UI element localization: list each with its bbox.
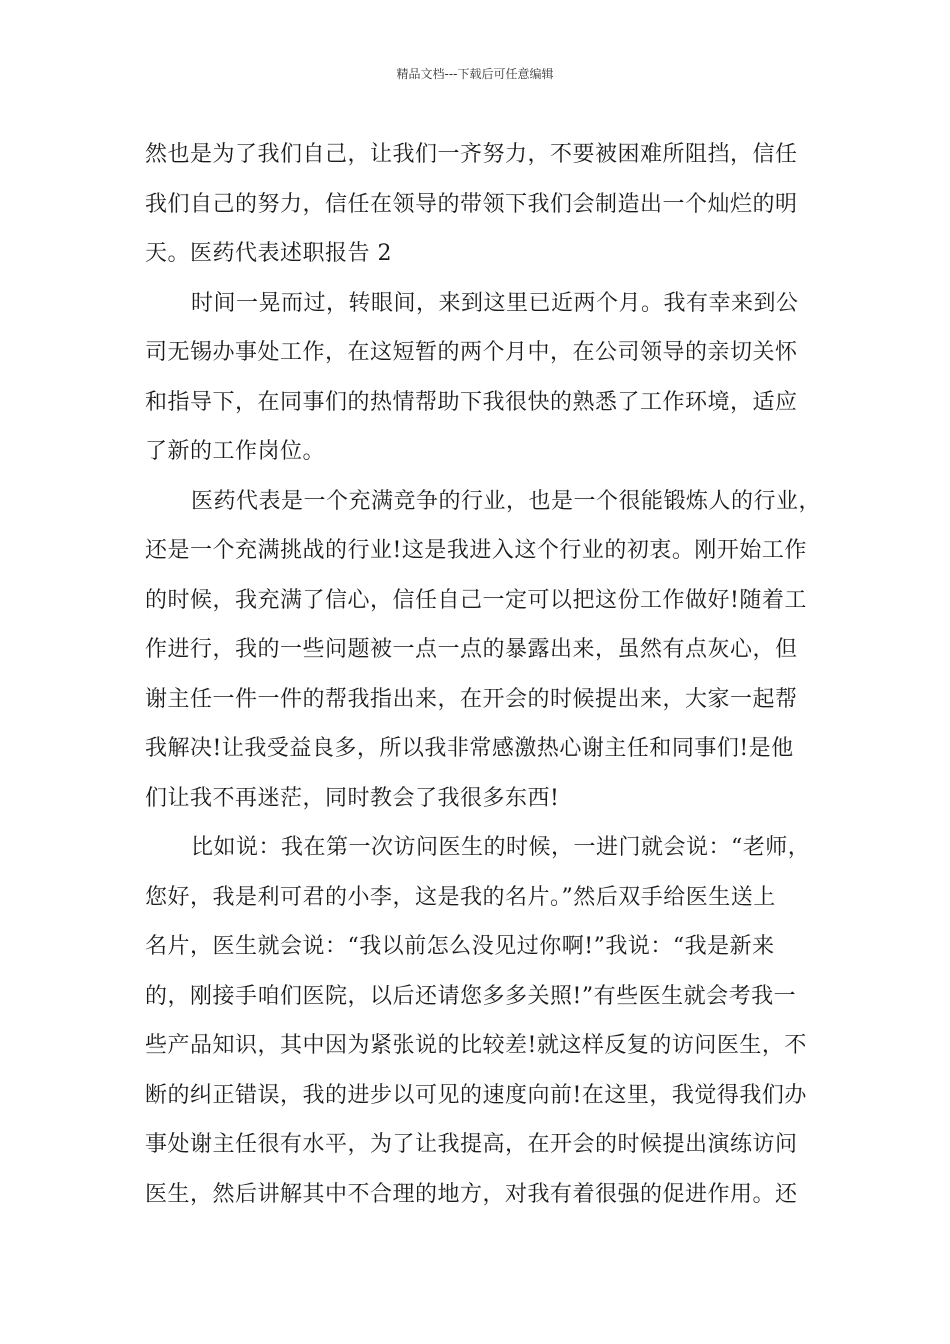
text-line: 医生，然后讲解其中不合理的地方，对我有着很强的促进作用。还 [145, 1181, 798, 1207]
text-line: 我解决!让我受益良多，所以我非常感激热心谢主任和同事们!是他 [145, 736, 794, 761]
text-line: 的，刚接手咱们医院，以后还请您多多关照!”有些医生就会考我一 [145, 983, 797, 1009]
text-line: 司无锡办事处工作，在这短暂的两个月中，在公司领导的亲切关怀 [145, 340, 798, 365]
paragraph-first-line: 比如说：我在第一次访问医生的时候，一进门就会说：“老师， [191, 835, 811, 860]
text-line: 和指导下，在同事们的热情帮助下我很快的熟悉了工作环境，适应 [145, 389, 798, 415]
text-line: 名片，医生就会说：“我以前怎么没见过你啊!”我说：“我是新来 [145, 934, 775, 959]
paragraph-first-line: 医药代表是一个充满竞争的行业，也是一个很能锻炼人的行业， [191, 488, 822, 514]
text-line: 谢主任一件一件的帮我指出来，在开会的时候提出来，大家一起帮 [145, 686, 798, 712]
text-line: 们让我不再迷茫，同时教会了我很多东西! [145, 785, 560, 811]
text-line: 然也是为了我们自己，让我们一齐努力，不要被困难所阻挡，信任 [145, 142, 798, 167]
text-line: 还是一个充满挑战的行业!这是我进入这个行业的初衷。刚开始工作 [145, 538, 807, 563]
document-body [145, 130, 822, 1219]
text-line: 天。医药代表述职报告 2 [145, 241, 392, 266]
page-header: 精品文档---下载后可任意编辑 [396, 67, 554, 81]
text-line: 些产品知识，其中因为紧张说的比较差!就这样反复的访问医生，不 [145, 1033, 807, 1058]
text-line: 的时候，我充满了信心，信任自己一定可以把这份工作做好!随着工 [145, 587, 807, 613]
text-line: 作进行，我的一些问题被一点一点的暴露出来，虽然有点灰心，但 [145, 637, 798, 662]
text-line: 事处谢主任很有水平，为了让我提高，在开会的时候提出演练访问 [145, 1132, 798, 1157]
text-line: 断的纠正错误，我的进步以可见的速度向前!在这里，我觉得我们办 [145, 1082, 807, 1108]
text-line: 您好，我是利可君的小李，这是我的名片。”然后双手给医生送上 [145, 884, 776, 910]
text-line: 我们自己的努力，信任在领导的带领下我们会制造出一个灿烂的明 [145, 191, 798, 217]
text-line: 了新的工作岗位。 [145, 439, 326, 464]
paragraph-first-line: 时间一晃而过，转眼间，来到这里已近两个月。我有幸来到公 [191, 290, 799, 316]
